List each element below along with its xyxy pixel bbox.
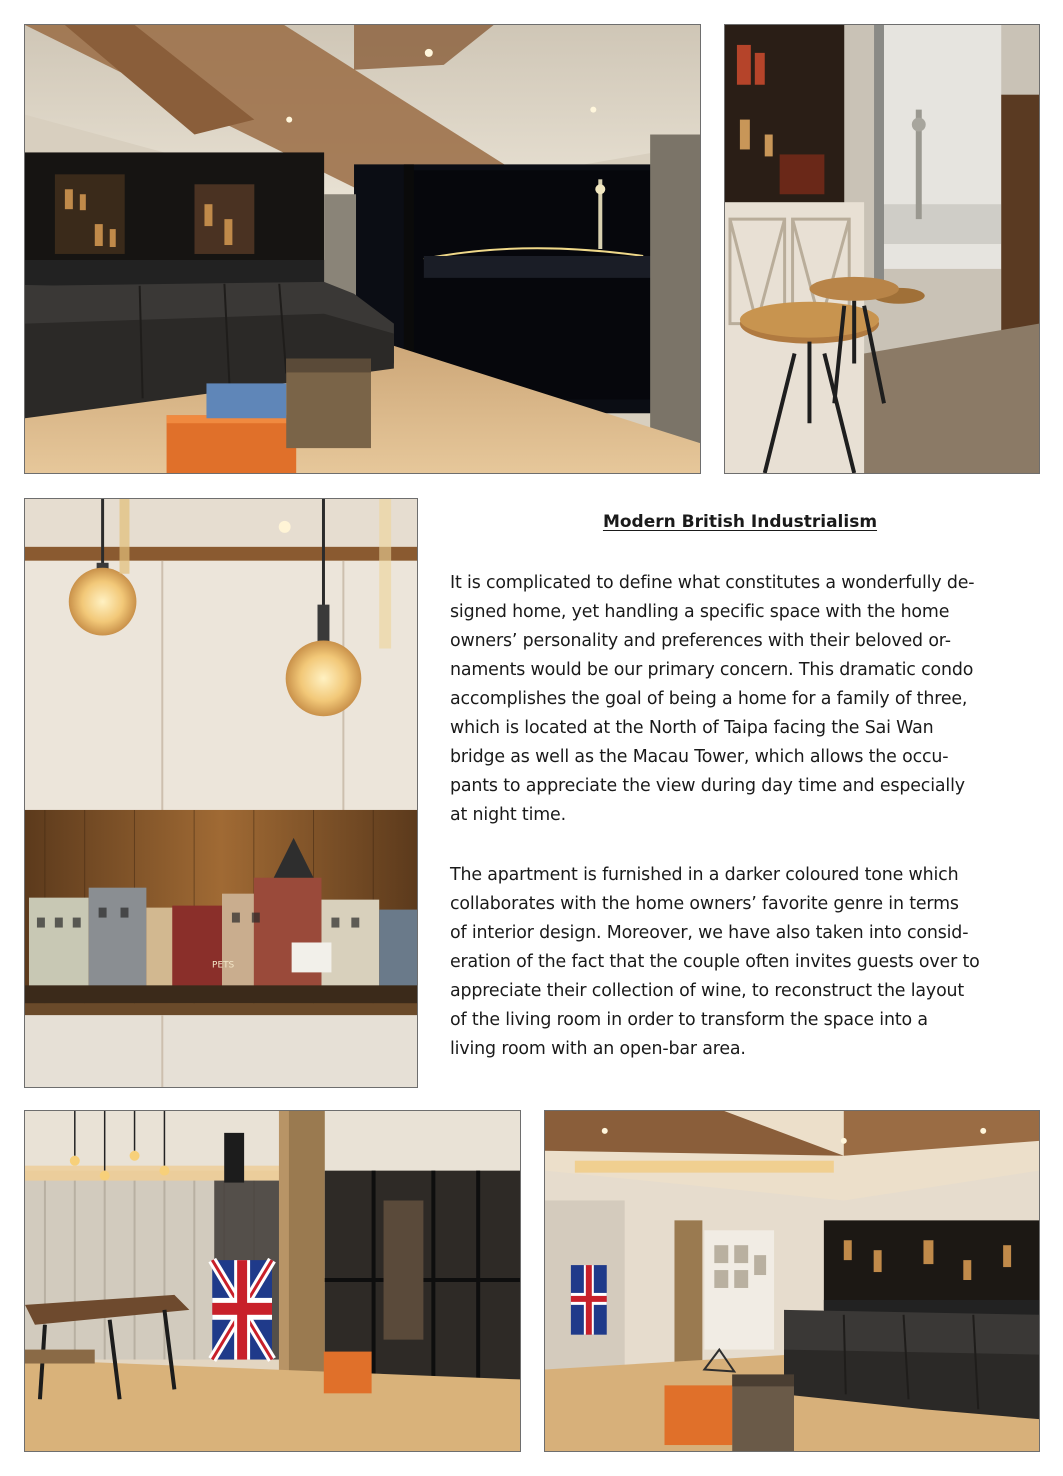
article-title: Modern British Industrialism xyxy=(602,512,878,532)
photo-bar-window xyxy=(724,24,1040,474)
photo-living-room-night xyxy=(24,24,701,474)
photo-lego-display xyxy=(24,498,418,1088)
photo-living-room-day xyxy=(544,1110,1040,1452)
photo-dining-area xyxy=(24,1110,521,1452)
lego-shop-sign: PETS xyxy=(212,960,235,971)
article-paragraph: The apartment is furnished in a darker coloured tone which collaborates with the home owners’ favorite genre in terms of interior design. Moreover, we have also taken into consid- eration of the fact that the couple often invites guests over to appreciate their collection of wine, to reconstruct the layout of the living room in order to transform the space into a living room with an open-bar area. xyxy=(450,865,980,1059)
article-paragraph: It is complicated to define what constitutes a wonderfully de- signed home, yet handling a specific space with the home owners’ personality and preferences with their beloved or- naments would be our primary concern. This dramatic condo accomplishes the goal of being a home for a family of three, which is located at the North of Taipa facing the Sai Wan bridge as well as the Macau Tower, which allows the occu- pants to appreciate the view during day time and especially at night time. xyxy=(450,573,975,825)
